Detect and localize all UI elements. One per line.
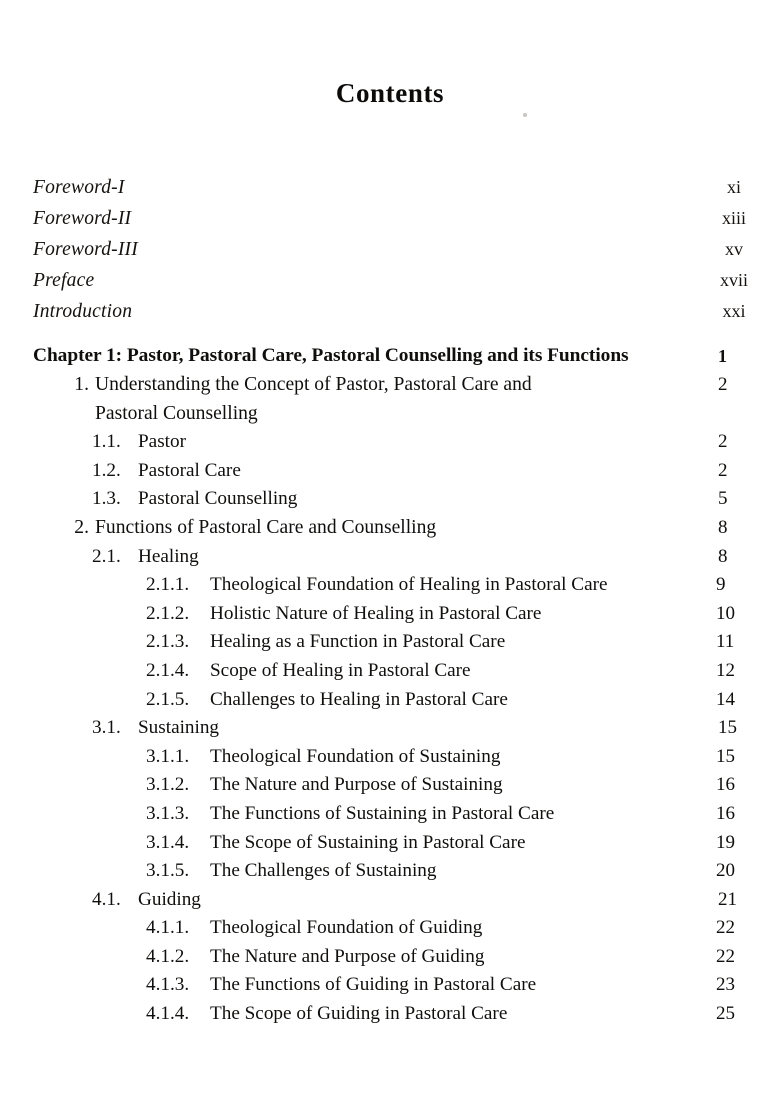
toc-entry-number: 2.1.3. (146, 631, 190, 653)
toc-entry[interactable] (0, 943, 780, 972)
toc-entry-number: 3.1.2. (146, 774, 190, 796)
toc-entry[interactable] (0, 886, 780, 915)
toc-entry[interactable] (0, 857, 780, 886)
toc-entry-number: 1.1. (92, 431, 121, 453)
toc-entry[interactable] (0, 485, 780, 514)
toc-entry-page-number: 11 (716, 631, 735, 653)
toc-entry[interactable] (0, 571, 780, 600)
toc-entry-number: 2.1.2. (146, 602, 190, 624)
toc-entry-title: Healing as a Function in Pastoral Care (210, 631, 506, 653)
toc-entry-number: 2.1. (92, 545, 121, 567)
toc-entry[interactable] (0, 714, 780, 743)
front-matter-label: Foreword-I (33, 177, 125, 198)
toc-entry[interactable] (0, 543, 780, 572)
toc-entry-title: Challenges to Healing in Pastoral Care (210, 688, 508, 710)
page-title: Contents (335, 78, 445, 108)
toc-entry-number: 3.1.1. (146, 745, 190, 767)
toc-entry-number: 3.1. (92, 717, 121, 739)
toc-entry-page-number: 21 (718, 888, 737, 910)
toc-entry-page-number: 16 (716, 774, 735, 796)
toc-entry-title: Scope of Healing in Pastoral Care (210, 659, 471, 681)
toc-entry-page-number: 8 (718, 545, 728, 567)
toc-entry[interactable] (0, 371, 780, 400)
toc-entry[interactable] (0, 657, 780, 686)
toc-entry-page-number: 9 (716, 574, 726, 596)
front-matter-entry[interactable] (33, 296, 747, 327)
toc-entry-title: Pastoral Counselling (138, 488, 298, 510)
front-matter-label: Foreword-II (33, 208, 132, 229)
toc-entry-title: Pastoral Counselling (95, 402, 258, 424)
toc-entry[interactable] (0, 457, 780, 486)
front-matter-label: Introduction (33, 301, 133, 322)
toc-entry-page-number: 2 (718, 459, 728, 481)
toc-entry-title: Theological Foundation of Healing in Pastoral Care (210, 574, 608, 596)
toc-entry[interactable] (0, 428, 780, 457)
toc-entry[interactable] (0, 914, 780, 943)
front-matter-page-number: xi (726, 177, 741, 197)
toc-entry-title: The Nature and Purpose of Sustaining (210, 774, 503, 796)
toc-entry[interactable] (0, 628, 780, 657)
toc-entry-page-number: 22 (716, 945, 735, 967)
front-matter-entry[interactable] (33, 265, 747, 296)
toc-entry-number: 2. (74, 516, 89, 538)
toc-entry-page-number: 25 (716, 1003, 735, 1025)
toc-entry-page-number: 20 (716, 860, 735, 882)
toc-entry-number: 2.1.1. (146, 574, 190, 596)
front-matter-page-number: xxi (722, 301, 746, 321)
toc-entry[interactable] (0, 743, 780, 772)
toc-entry[interactable] (0, 686, 780, 715)
toc-entry-page-number: 14 (716, 688, 735, 710)
toc-entry[interactable] (0, 771, 780, 800)
toc-entry-number: 4.1.3. (146, 974, 190, 996)
toc-entry-number: 4.1.1. (146, 917, 190, 939)
toc-entry-title: The Nature and Purpose of Guiding (210, 945, 485, 967)
front-matter-entry[interactable] (33, 172, 747, 203)
front-matter-page-number: xiii (721, 208, 746, 228)
front-matter-page-number: xvii (719, 270, 748, 290)
toc-entry-number: 2.1.4. (146, 659, 190, 681)
toc-entry-page-number: 5 (718, 488, 728, 510)
toc-entry-title: Holistic Nature of Healing in Pastoral Care (210, 602, 542, 624)
toc-entry-number: 1. (74, 374, 89, 395)
toc-entry-number: 3.1.4. (146, 831, 190, 853)
toc-entry[interactable] (0, 514, 780, 543)
toc-entry-number: 4.1. (92, 888, 121, 910)
toc-entry-page-number: 23 (716, 974, 735, 996)
toc-entry-title: Pastoral Care (138, 459, 241, 481)
toc-entry-title: Guiding (138, 888, 201, 910)
toc-entry-title: Theological Foundation of Guiding (210, 917, 483, 939)
toc-entry[interactable] (0, 829, 780, 858)
toc-entry-number: 1.3. (92, 488, 121, 510)
toc-entry-number: 3.1.3. (146, 802, 190, 824)
toc-entry-number: 3.1.5. (146, 860, 190, 882)
toc-entry-page-number: 10 (716, 602, 735, 624)
toc-entry-page-number: 22 (716, 917, 735, 939)
toc-entry-page-number: 2 (718, 431, 728, 453)
toc-entry-title: Pastor (138, 431, 186, 453)
front-matter-label: Preface (33, 270, 95, 291)
toc-entry-page-number: 1 (718, 346, 727, 366)
contents-list (0, 341, 780, 1029)
toc-entry-title: Functions of Pastoral Care and Counselling (95, 516, 437, 538)
toc-entry-page-number: 15 (718, 717, 737, 739)
front-matter-list (33, 172, 747, 327)
toc-entry-title: The Scope of Guiding in Pastoral Care (210, 1003, 508, 1025)
toc-entry-title: Chapter 1: Pastor, Pastoral Care, Pastoral Counselling and its Functions (33, 345, 629, 366)
toc-entry-title: Sustaining (138, 717, 220, 739)
toc-entry-title: The Challenges of Sustaining (210, 860, 437, 882)
toc-entry[interactable] (0, 400, 780, 429)
front-matter-label: Foreword-III (33, 239, 138, 260)
front-matter-entry[interactable] (33, 203, 747, 234)
toc-entry-page-number: 16 (716, 802, 735, 824)
toc-entry-title: The Scope of Sustaining in Pastoral Care (210, 831, 526, 853)
toc-entry-title: Theological Foundation of Sustaining (210, 745, 501, 767)
toc-entry[interactable] (0, 600, 780, 629)
front-matter-entry[interactable] (33, 234, 747, 265)
toc-entry-title: The Functions of Sustaining in Pastoral Care (210, 802, 555, 824)
toc-entry-page-number: 15 (716, 745, 735, 767)
toc-entry-title: Healing (138, 545, 199, 567)
toc-entry-title: Understanding the Concept of Pastor, Pastoral Care and (95, 374, 532, 395)
toc-entry-number: 4.1.4. (146, 1003, 190, 1025)
toc-entry-number: 2.1.5. (146, 688, 190, 710)
toc-entry-title: The Functions of Guiding in Pastoral Care (210, 974, 537, 996)
toc-entry[interactable] (0, 971, 780, 1000)
toc-entry-page-number: 8 (718, 516, 728, 538)
toc-entry-number: 4.1.2. (146, 945, 190, 967)
toc-entry-page-number: 12 (716, 659, 735, 681)
toc-entry[interactable] (0, 800, 780, 829)
toc-entry[interactable] (0, 341, 780, 371)
toc-entry-number: 1.2. (92, 459, 121, 481)
toc-entry-page-number: 2 (718, 374, 728, 395)
toc-entry[interactable] (0, 1000, 780, 1029)
front-matter-page-number: xv (725, 239, 743, 259)
scan-speck (523, 113, 527, 117)
toc-entry-page-number: 19 (716, 831, 735, 853)
